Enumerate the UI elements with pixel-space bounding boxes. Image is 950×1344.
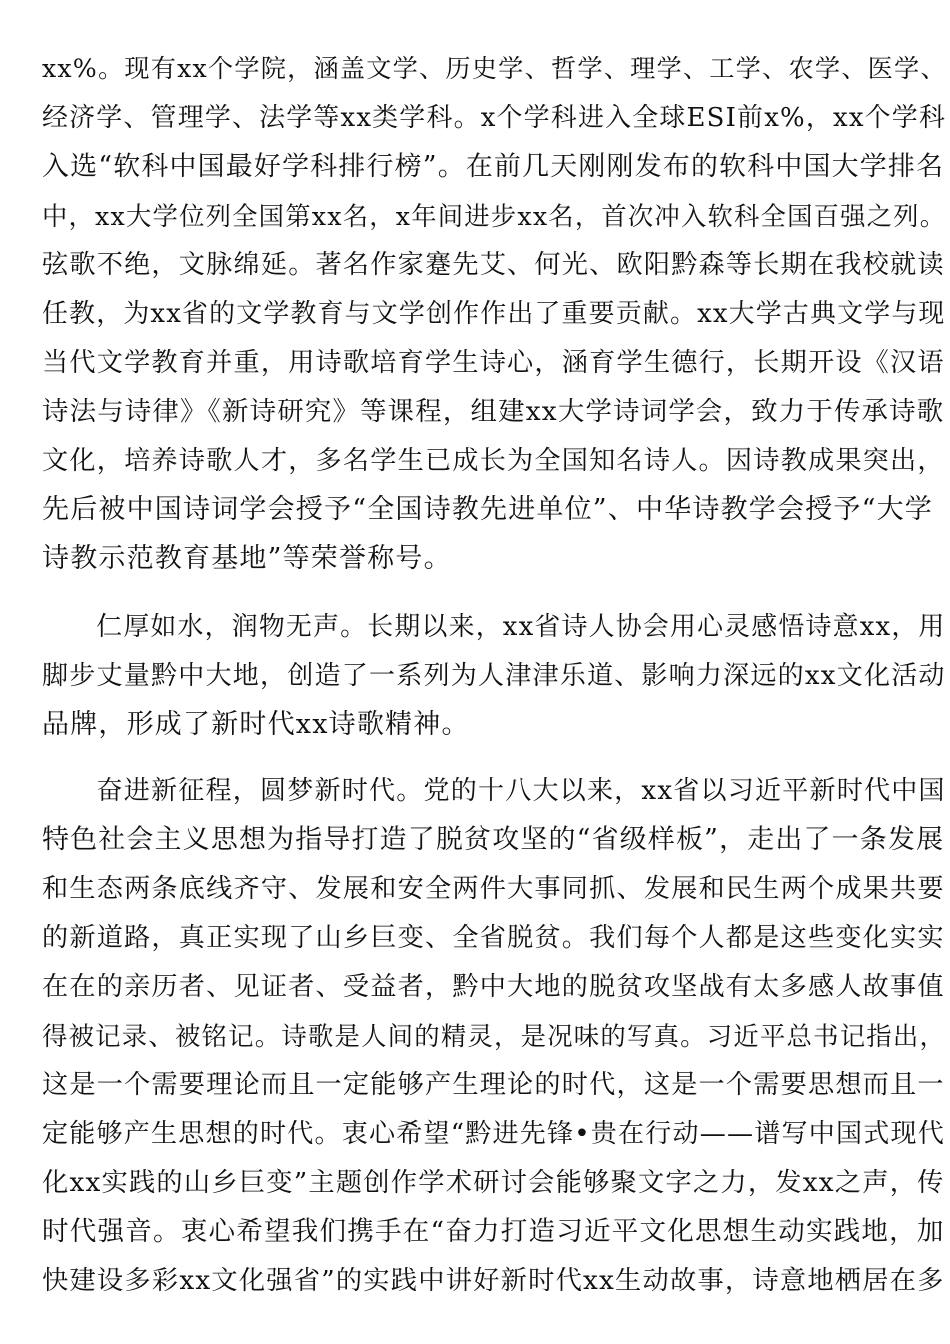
paragraph-line: 诗教示范教育基地”等荣誉称号。 bbox=[42, 543, 452, 574]
paragraph-line: 奋进新征程，圆梦新时代。党的十八大以来，xx省以习近平新时代中国 bbox=[42, 776, 946, 806]
paragraph-line: 诗法与诗律》《新诗研究》等课程，组建xx大学诗词学会，致力于传承诗歌 bbox=[42, 396, 945, 427]
paragraph-line: 定能够产生思想的时代。衷心希望“黔进先锋•贵在行动——谱写中国式现代 bbox=[42, 1119, 945, 1149]
paragraph-line: 中，xx大学位列全国第xx名，x年间进步xx名，首次冲入软科全国百强之列。 bbox=[42, 201, 947, 231]
paragraph-line: 入选“软科中国最好学科排行榜”。在前几天刚刚发布的软科中国大学排名 bbox=[42, 151, 945, 182]
paragraph-line: 在在的亲历者、见证者、受益者，黔中大地的脱贫攻坚战有太多感人故事值 bbox=[42, 972, 945, 1002]
paragraph-line: 脚步丈量黔中大地，创造了一系列为人津津乐道、影响力深远的xx文化活动 bbox=[42, 661, 946, 691]
paragraph-line: 这是一个需要理论而且一定能够产生理论的时代，这是一个需要思想而且一 bbox=[42, 1070, 945, 1100]
paragraph-line: 特色社会主义思想为指导打造了脱贫攻坚的“省级样板”，走出了一条发展 bbox=[42, 824, 945, 855]
paragraph-line: 仁厚如水，润物无声。长期以来，xx省诗人协会用心灵感悟诗意xx，用 bbox=[42, 612, 946, 642]
paragraph-line: 文化，培养诗歌人才，多名学生已成长为全国知名诗人。因诗教成果突出， bbox=[42, 446, 945, 476]
paragraph-line: xx%。现有xx个学院，涵盖文学、历史学、哲学、理学、工学、农学、医学、 bbox=[42, 54, 947, 83]
paragraph-line: 当代文学教育并重，用诗歌培育学生诗心，涵育学生德行，长期开设《汉语 bbox=[42, 348, 945, 378]
paragraph-line: 品牌，形成了新时代xx诗歌精神。 bbox=[42, 709, 470, 740]
paragraph-line: 和生态两条底线齐守、发展和安全两件大事同抓、发展和民生两个成果共要 bbox=[42, 874, 945, 904]
paragraph-line: 快建设多彩xx文化强省”的实践中讲好新时代xx生动故事，诗意地栖居在多 bbox=[42, 1266, 945, 1296]
paragraph-line: 时代强音。衷心希望我们携手在“奋力打造习近平文化思想生动实践地，加 bbox=[42, 1216, 945, 1247]
paragraph-line: 先后被中国诗词学会授予“全国诗教先进单位”、中华诗教学会授予“大学 bbox=[42, 494, 934, 525]
paragraph-line: 得被记录、被铭记。诗歌是人间的精灵，是况味的写真。习近平总书记指出， bbox=[42, 1021, 947, 1051]
paragraph-line: 任教，为xx省的文学教育与文学创作作出了重要贡献。xx大学古典文学与现 bbox=[42, 299, 946, 329]
paragraph-line: 化xx实践的山乡巨变”主题创作学术研讨会能够聚文字之力，发xx之声，传 bbox=[42, 1168, 945, 1198]
paragraph-line: 经济学、管理学、法学等xx类学科。x个学科进入全球ESI前x%，xx个学科 bbox=[42, 103, 947, 133]
paragraph-line: 弦歌不绝，文脉绵延。著名作家蹇先艾、何光、欧阳黔森等长期在我校就读 bbox=[42, 250, 945, 280]
paragraph-line: 的新道路，真正实现了山乡巨变、全省脱贫。我们每个人都是这些变化实实 bbox=[42, 923, 945, 953]
